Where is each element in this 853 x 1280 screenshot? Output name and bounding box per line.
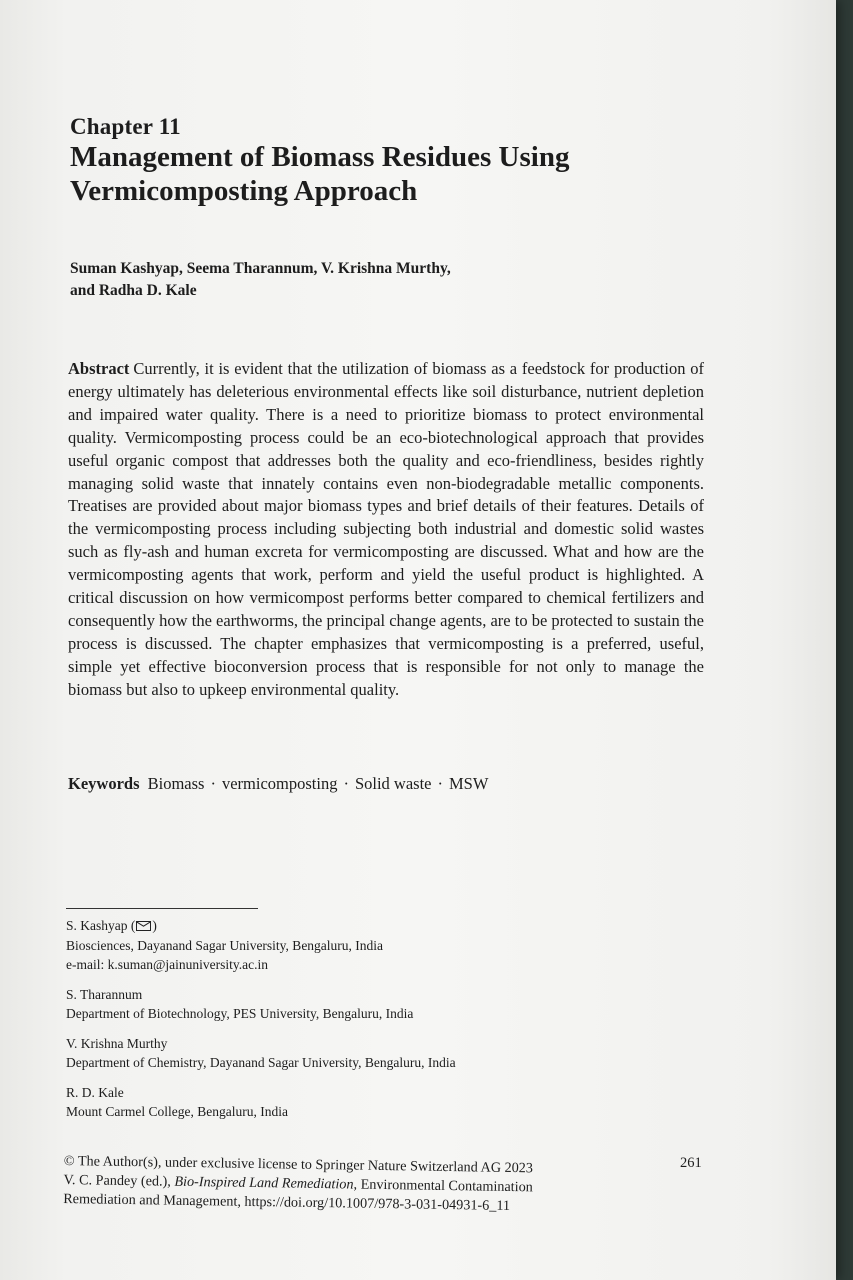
- affiliation-dept: Mount Carmel College, Bengaluru, India: [66, 1104, 288, 1119]
- citation-editor: V. C. Pandey (ed.),: [63, 1171, 175, 1190]
- page-number: 261: [680, 1155, 702, 1171]
- affiliation-dept: Biosciences, Dayanand Sagar University, Bengaluru, India: [66, 937, 384, 953]
- keyword: vermicomposting: [221, 774, 338, 793]
- affiliation-name: V. Krishna Murthy: [66, 1035, 168, 1051]
- keyword: Biomass: [147, 774, 205, 793]
- keyword-separator: ·: [437, 774, 443, 793]
- authors-line-1: Suman Kashyap, Seema Tharannum, V. Krishna Murthy,: [70, 260, 451, 277]
- affiliations: [66, 916, 666, 1132]
- chapter-title: Management of Biomass Residues Using Vermicomposting Approach: [70, 141, 570, 207]
- abstract-text: Currently, it is evident that the utilization of biomass as a feedstock for production of energy ultimately has deleterious environmental effects like soil disturbance, nutrient depletion and impaired water quality. There is a need to prioritize biomass to protect environmental quality. Vermicomposting process could be an eco-biotechnological approach that provides useful organic compost that addresses both the quality and eco-friendliness, besides rightly managing solid waste that innately contains even non-biodegradable metallic components. Treatises are provided about major biomass types and brief details of their features. Details of the vermicomposting process including subjecting both industrial and domestic solid wastes such as fly-ash and human excreta for vermicomposting are discussed. What and how are the vermicomposting agents that work, perform and yield the useful product is highlighted. A critical discussion on how vermicompost performs better compared to chemical fertilizers and consequently how the earthworms, the principal change agents, are to be protected to sustain the process is discussed. The chapter emphasizes that vermicomposting is a preferred, useful, simple yet effective bioconversion process that is responsible for not only to manage the biomass but also to upkeep environmental quality.: [68, 359, 704, 699]
- keyword: MSW: [449, 774, 489, 793]
- copyright-footer: [63, 1152, 624, 1218]
- chapter-label: Chapter 11: [70, 114, 181, 139]
- envelope-icon: [136, 921, 151, 931]
- keywords-label: Keywords: [68, 774, 140, 793]
- copyright-line: © The Author(s), under exclusive license to Springer Nature Switzerland AG 2023: [63, 1152, 534, 1177]
- keyword-separator: ·: [343, 774, 349, 793]
- abstract: [68, 358, 704, 702]
- affiliation-name: S. Tharannum: [66, 986, 143, 1002]
- abstract-label: Abstract: [68, 359, 130, 378]
- book-title: Bio-Inspired Land Remediation: [174, 1173, 354, 1193]
- citation-series: , Environmental Contamination: [353, 1176, 533, 1196]
- affiliation-name: [66, 916, 666, 936]
- affiliation-email[interactable]: e-mail: k.suman@jainuniversity.ac.in: [66, 957, 269, 972]
- affiliation-kashyap: [66, 916, 666, 975]
- authors-line-2: and Radha D. Kale: [70, 282, 197, 299]
- keyword: Solid waste: [354, 774, 432, 793]
- affiliation-dept: Department of Chemistry, Dayanand Sagar University, Bengaluru, India: [66, 1055, 456, 1070]
- affiliation-tharannum: [66, 985, 666, 1024]
- affiliation-murthy: [66, 1034, 666, 1073]
- keywords: [68, 773, 708, 795]
- affiliation-dept: Department of Biotechnology, PES University, Bengaluru, India: [66, 1006, 414, 1021]
- author-list: [70, 258, 630, 302]
- doi-line[interactable]: Remediation and Management, https://doi.org/10.1007/978-3-031-04931-6_11: [63, 1190, 511, 1215]
- footnote-divider: [66, 908, 258, 909]
- affiliation-name-suffix: ): [152, 918, 157, 933]
- affiliation-name-text: S. Kashyap (: [66, 918, 136, 933]
- affiliation-name: R. D. Kale: [66, 1084, 124, 1100]
- keyword-separator: ·: [210, 774, 216, 793]
- affiliation-kale: [66, 1083, 666, 1122]
